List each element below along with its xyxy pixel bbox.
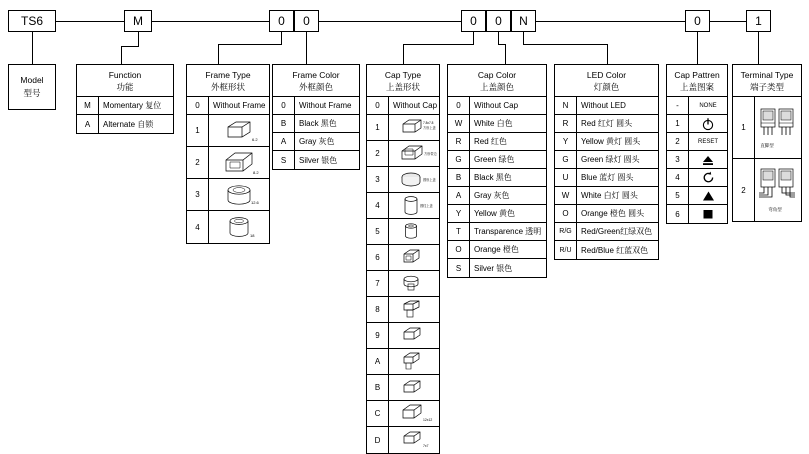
row-key: 2 bbox=[733, 159, 755, 221]
drop-line-frame-type bbox=[281, 32, 282, 44]
row-key: 6 bbox=[667, 205, 689, 223]
table-row bbox=[187, 97, 269, 115]
row-key: 1 bbox=[187, 115, 209, 146]
row-value: Orange 橙色 圆头 bbox=[581, 209, 645, 218]
row-drawing-cap-4 bbox=[389, 193, 441, 218]
row-drawing-cap-7 bbox=[389, 271, 441, 296]
table-row bbox=[448, 97, 546, 115]
triangle-icon bbox=[702, 190, 715, 202]
column-terminal-type-title-cn: 端子类型 bbox=[749, 82, 784, 92]
frame-shape-3-icon bbox=[216, 181, 262, 209]
drop-line-cap-type bbox=[403, 44, 404, 64]
row-key: 5 bbox=[667, 187, 689, 204]
column-model-title-en: Model bbox=[20, 75, 44, 85]
code-box-frame-color: 0 bbox=[294, 10, 319, 32]
code-box-function: M bbox=[124, 10, 152, 32]
frame-shape-1-icon bbox=[216, 117, 262, 145]
column-function-title-cn: 功能 bbox=[116, 82, 134, 92]
row-value: Without LED bbox=[581, 101, 626, 110]
row-value: NONE bbox=[699, 102, 717, 109]
column-frame-color bbox=[272, 64, 360, 170]
frame-shape-4-icon bbox=[216, 213, 262, 241]
table-row bbox=[448, 223, 546, 241]
table-row bbox=[448, 115, 546, 133]
row-key: 4 bbox=[367, 193, 389, 218]
cap-shape-8-icon bbox=[395, 298, 441, 322]
drop-line-cap-color bbox=[505, 44, 506, 64]
table-row bbox=[448, 133, 546, 151]
svg-text:6.2: 6.2 bbox=[252, 136, 258, 142]
row-key: 2 bbox=[667, 133, 689, 150]
table-row bbox=[367, 167, 439, 193]
row-key: M bbox=[77, 97, 99, 114]
row-value: Gray 灰色 bbox=[299, 137, 335, 146]
column-cap-type-title-cn: 上盖形状 bbox=[385, 82, 420, 92]
table-row bbox=[448, 259, 546, 277]
table-row bbox=[187, 115, 269, 147]
row-key: 2 bbox=[367, 141, 389, 166]
column-frame-color-title-cn: 外框颜色 bbox=[298, 82, 333, 92]
row-key: R/U bbox=[555, 241, 577, 259]
table-row bbox=[367, 401, 439, 427]
connector-line bbox=[152, 21, 269, 22]
row-key: O bbox=[448, 241, 470, 258]
table-row bbox=[187, 147, 269, 179]
cap-shape-6-icon bbox=[395, 246, 441, 270]
table-row bbox=[367, 245, 439, 271]
row-key: Y bbox=[555, 133, 577, 150]
table-row bbox=[667, 151, 727, 169]
row-value: White 白色 bbox=[474, 119, 513, 128]
column-led-color-title-en: LED Color bbox=[586, 70, 627, 80]
row-drawing-frame-1 bbox=[209, 115, 269, 146]
svg-text:方形带边: 方形带边 bbox=[424, 151, 437, 156]
row-value: Silver 银色 bbox=[299, 155, 338, 165]
cap-shape-b-icon bbox=[395, 376, 441, 400]
reset-arrow-icon bbox=[702, 171, 715, 184]
terminal-type-2-icon bbox=[755, 161, 801, 219]
connector-line bbox=[536, 21, 685, 22]
row-key: T bbox=[448, 223, 470, 240]
row-key: R/G bbox=[555, 223, 577, 240]
cap-shape-7-icon bbox=[395, 272, 441, 296]
row-key: 0 bbox=[273, 97, 295, 114]
row-value: Green 绿色 bbox=[474, 155, 515, 164]
row-key: 9 bbox=[367, 323, 389, 348]
row-key: W bbox=[448, 115, 470, 132]
cap-shape-c-icon bbox=[395, 402, 441, 426]
terminal-type-1-icon bbox=[755, 99, 801, 157]
table-row bbox=[367, 115, 439, 141]
table-row bbox=[367, 193, 439, 219]
svg-text:18: 18 bbox=[250, 233, 255, 238]
row-icon-triangle bbox=[689, 187, 727, 204]
row-drawing-cap-9 bbox=[389, 323, 441, 348]
table-row bbox=[448, 187, 546, 205]
row-drawing-cap-6 bbox=[389, 245, 441, 270]
row-drawing-cap-b bbox=[389, 375, 441, 400]
row-key: 3 bbox=[367, 167, 389, 192]
row-drawing-cap-1 bbox=[389, 115, 441, 140]
column-cap-color-header bbox=[448, 65, 546, 97]
column-frame-color-header bbox=[273, 65, 359, 97]
row-value: Yellow 黄灯 圆头 bbox=[581, 137, 641, 146]
row-value: Yellow 黄色 bbox=[474, 209, 516, 218]
cap-shape-5-icon bbox=[395, 220, 441, 244]
column-cap-type-title-en: Cap Type bbox=[384, 70, 422, 80]
drop-line-cap-type bbox=[473, 32, 474, 44]
column-function-header bbox=[77, 65, 173, 97]
table-row bbox=[367, 297, 439, 323]
row-key: 3 bbox=[667, 151, 689, 168]
row-icon-reset-arrow bbox=[689, 169, 727, 186]
row-icon-power bbox=[689, 115, 727, 132]
table-row bbox=[367, 323, 439, 349]
row-drawing-cap-5 bbox=[389, 219, 441, 244]
row-key: B bbox=[448, 169, 470, 186]
row-icon-square bbox=[689, 205, 727, 223]
table-row bbox=[448, 241, 546, 259]
row-value: Silver 银色 bbox=[474, 263, 513, 273]
column-cap-type bbox=[366, 64, 440, 454]
table-row bbox=[667, 205, 727, 223]
row-value: Without Cap bbox=[393, 101, 438, 110]
row-key: 4 bbox=[667, 169, 689, 186]
table-row bbox=[367, 97, 439, 115]
row-value: Transparence 透明 bbox=[474, 227, 542, 236]
svg-text:7x7: 7x7 bbox=[423, 444, 429, 448]
row-value: Gray 灰色 bbox=[474, 191, 510, 200]
column-model-title-cn: 型号 bbox=[23, 88, 41, 98]
row-value: Alternate 自锁 bbox=[103, 119, 154, 129]
cap-shape-d-icon bbox=[395, 428, 441, 452]
row-drawing-frame-2 bbox=[209, 147, 269, 178]
table-row bbox=[555, 151, 658, 169]
row-value: Without Cap bbox=[474, 101, 519, 110]
row-key: W bbox=[555, 187, 577, 204]
drop-line-cap-type bbox=[403, 44, 474, 45]
table-row bbox=[367, 375, 439, 401]
svg-text:弯角型: 弯角型 bbox=[768, 207, 782, 212]
table-row bbox=[555, 241, 658, 259]
row-value: Without Frame bbox=[213, 101, 266, 110]
column-cap-pattern-title-en: Cap Pattren bbox=[674, 70, 720, 80]
drop-line-led-color bbox=[523, 32, 524, 44]
table-row bbox=[667, 115, 727, 133]
svg-text:方形上盖: 方形上盖 bbox=[423, 125, 436, 130]
row-drawing-cap-a bbox=[389, 349, 441, 374]
row-drawing-cap-8 bbox=[389, 297, 441, 322]
cap-shape-9-icon bbox=[395, 324, 441, 348]
table-row bbox=[555, 97, 658, 115]
column-frame-type-title-en: Frame Type bbox=[205, 70, 251, 80]
table-row bbox=[367, 219, 439, 245]
row-key: B bbox=[367, 375, 389, 400]
drop-line-terminal bbox=[758, 32, 759, 64]
drop-line-led-color bbox=[523, 44, 607, 45]
row-value: Without Frame bbox=[299, 101, 352, 110]
cap-shape-4-icon bbox=[395, 194, 441, 218]
table-row bbox=[273, 115, 359, 133]
svg-text:8.2: 8.2 bbox=[253, 169, 259, 175]
row-key: 2 bbox=[187, 147, 209, 178]
code-box-frame-type: 0 bbox=[269, 10, 294, 32]
row-drawing-terminal-2 bbox=[755, 159, 801, 221]
column-cap-color-title-en: Cap Color bbox=[477, 70, 517, 80]
cap-shape-2-icon bbox=[395, 142, 441, 166]
row-key: 0 bbox=[448, 97, 470, 114]
row-key: 1 bbox=[367, 115, 389, 140]
column-led-color-header bbox=[555, 65, 658, 97]
row-drawing-frame-3 bbox=[209, 179, 269, 210]
code-box-terminal-type: 1 bbox=[746, 10, 771, 32]
row-key: A bbox=[448, 187, 470, 204]
row-icon-eject bbox=[689, 151, 727, 168]
drop-line-function bbox=[138, 32, 139, 46]
code-box-cap-pattern: 0 bbox=[685, 10, 710, 32]
svg-text:圆柱上盖: 圆柱上盖 bbox=[420, 203, 433, 208]
drop-line-frame-color bbox=[306, 32, 307, 64]
table-row bbox=[77, 97, 173, 115]
table-row bbox=[77, 115, 173, 133]
drop-line-function bbox=[121, 46, 122, 64]
row-value: Black 黑色 bbox=[299, 119, 337, 128]
connector-line bbox=[710, 21, 746, 22]
row-value: Red/Green红绿双色 bbox=[581, 227, 653, 236]
row-value: Orange 橙色 bbox=[474, 245, 519, 254]
connector-line bbox=[56, 21, 124, 22]
table-row bbox=[667, 133, 727, 151]
svg-text:12x12: 12x12 bbox=[423, 417, 433, 422]
table-row bbox=[367, 427, 439, 453]
code-box-cap-color: 0 bbox=[486, 10, 511, 32]
row-key: 5 bbox=[367, 219, 389, 244]
table-row bbox=[187, 179, 269, 211]
square-icon bbox=[702, 208, 714, 220]
row-key: 7 bbox=[367, 271, 389, 296]
table-row bbox=[448, 205, 546, 223]
table-row bbox=[733, 159, 801, 221]
column-terminal-type bbox=[732, 64, 802, 222]
row-key: 0 bbox=[187, 97, 209, 114]
svg-text:7.8x7.8: 7.8x7.8 bbox=[423, 120, 434, 125]
power-icon bbox=[701, 117, 715, 131]
row-drawing-cap-d bbox=[389, 427, 441, 453]
row-key: Y bbox=[448, 205, 470, 222]
row-drawing-cap-3 bbox=[389, 167, 441, 192]
row-key: U bbox=[555, 169, 577, 186]
row-key: G bbox=[448, 151, 470, 168]
table-row bbox=[667, 187, 727, 205]
cap-shape-a-icon bbox=[395, 350, 441, 374]
row-drawing-terminal-1 bbox=[755, 97, 801, 158]
table-row bbox=[733, 97, 801, 159]
row-key: 0 bbox=[367, 97, 389, 114]
row-value: Red 红色 bbox=[474, 137, 507, 146]
table-row bbox=[555, 223, 658, 241]
row-key: B bbox=[273, 115, 295, 132]
table-row bbox=[555, 169, 658, 187]
code-box-cap-type: 0 bbox=[461, 10, 486, 32]
svg-text:12.6: 12.6 bbox=[251, 199, 259, 205]
column-frame-type-title-cn: 外框形状 bbox=[210, 82, 245, 92]
drop-line-frame-type bbox=[218, 44, 282, 45]
column-led-color bbox=[554, 64, 659, 260]
column-terminal-type-title-en: Terminal Type bbox=[740, 70, 794, 80]
row-value: Momentary 复位 bbox=[103, 101, 162, 110]
row-key: R bbox=[555, 115, 577, 132]
column-model bbox=[8, 64, 56, 110]
drop-line-led-color bbox=[607, 44, 608, 64]
row-value: RESET bbox=[697, 138, 718, 145]
column-frame-color-title-en: Frame Color bbox=[292, 70, 340, 80]
row-key: R bbox=[448, 133, 470, 150]
row-key: N bbox=[555, 97, 577, 114]
row-value: Blue 蓝灯 圆头 bbox=[581, 173, 634, 182]
row-key: 6 bbox=[367, 245, 389, 270]
row-key: 4 bbox=[187, 211, 209, 243]
code-box-led-color: N bbox=[511, 10, 536, 32]
column-cap-pattern bbox=[666, 64, 728, 224]
column-cap-pattern-header bbox=[667, 65, 727, 97]
table-row bbox=[273, 151, 359, 169]
table-row bbox=[367, 271, 439, 297]
row-key: 1 bbox=[733, 97, 755, 158]
row-value: Red 红灯 圆头 bbox=[581, 119, 633, 128]
table-row bbox=[448, 169, 546, 187]
frame-shape-2-icon bbox=[216, 149, 262, 177]
drop-line-cap-color bbox=[498, 32, 499, 44]
row-key: 8 bbox=[367, 297, 389, 322]
table-row bbox=[187, 211, 269, 243]
column-function bbox=[76, 64, 174, 134]
table-row bbox=[367, 141, 439, 167]
row-key: - bbox=[667, 97, 689, 114]
row-key: S bbox=[448, 259, 470, 277]
drop-line-model bbox=[32, 32, 33, 64]
column-frame-type bbox=[186, 64, 270, 244]
row-drawing-frame-4 bbox=[209, 211, 269, 243]
drop-line-cap-color bbox=[498, 44, 505, 45]
row-key: 1 bbox=[667, 115, 689, 132]
column-function-title-en: Function bbox=[108, 70, 142, 80]
table-row bbox=[555, 205, 658, 223]
column-cap-pattern-title-cn: 上盖图案 bbox=[679, 82, 714, 92]
table-row bbox=[555, 187, 658, 205]
connector-line bbox=[319, 21, 461, 22]
row-key: S bbox=[273, 151, 295, 169]
row-value: White 白灯 圆头 bbox=[581, 191, 638, 200]
column-cap-type-header bbox=[367, 65, 439, 97]
table-row bbox=[273, 133, 359, 151]
row-drawing-cap-2 bbox=[389, 141, 441, 166]
column-cap-color-title-cn: 上盖颜色 bbox=[479, 82, 514, 92]
table-row bbox=[555, 133, 658, 151]
row-key: A bbox=[77, 115, 99, 133]
table-row bbox=[448, 151, 546, 169]
row-drawing-cap-c bbox=[389, 401, 441, 426]
column-led-color-title-cn: 灯颜色 bbox=[593, 82, 620, 92]
drop-line-frame-type bbox=[218, 44, 219, 64]
row-key: A bbox=[273, 133, 295, 150]
table-row bbox=[667, 169, 727, 187]
code-box-model: TS6 bbox=[8, 10, 56, 32]
row-key: C bbox=[367, 401, 389, 426]
row-key: G bbox=[555, 151, 577, 168]
svg-text:直脚型: 直脚型 bbox=[760, 142, 774, 148]
row-key: D bbox=[367, 427, 389, 453]
row-value: Green 绿灯 圆头 bbox=[581, 155, 640, 164]
row-key: A bbox=[367, 349, 389, 374]
column-terminal-type-header bbox=[733, 65, 801, 97]
column-frame-type-header bbox=[187, 65, 269, 97]
table-row bbox=[667, 97, 727, 115]
table-row bbox=[273, 97, 359, 115]
cap-shape-3-icon bbox=[395, 168, 441, 192]
drop-line-cap-pattern bbox=[697, 32, 698, 64]
row-value: Black 黑色 bbox=[474, 173, 512, 182]
table-row bbox=[367, 349, 439, 375]
drop-line-function bbox=[121, 46, 139, 47]
eject-icon bbox=[702, 154, 714, 166]
row-key: 3 bbox=[187, 179, 209, 210]
row-key: O bbox=[555, 205, 577, 222]
cap-shape-1-icon bbox=[395, 116, 441, 140]
row-value: Red/Blue 红蓝双色 bbox=[581, 245, 649, 255]
column-cap-color bbox=[447, 64, 547, 278]
svg-text:圆形上盖: 圆形上盖 bbox=[423, 177, 436, 182]
table-row bbox=[555, 115, 658, 133]
